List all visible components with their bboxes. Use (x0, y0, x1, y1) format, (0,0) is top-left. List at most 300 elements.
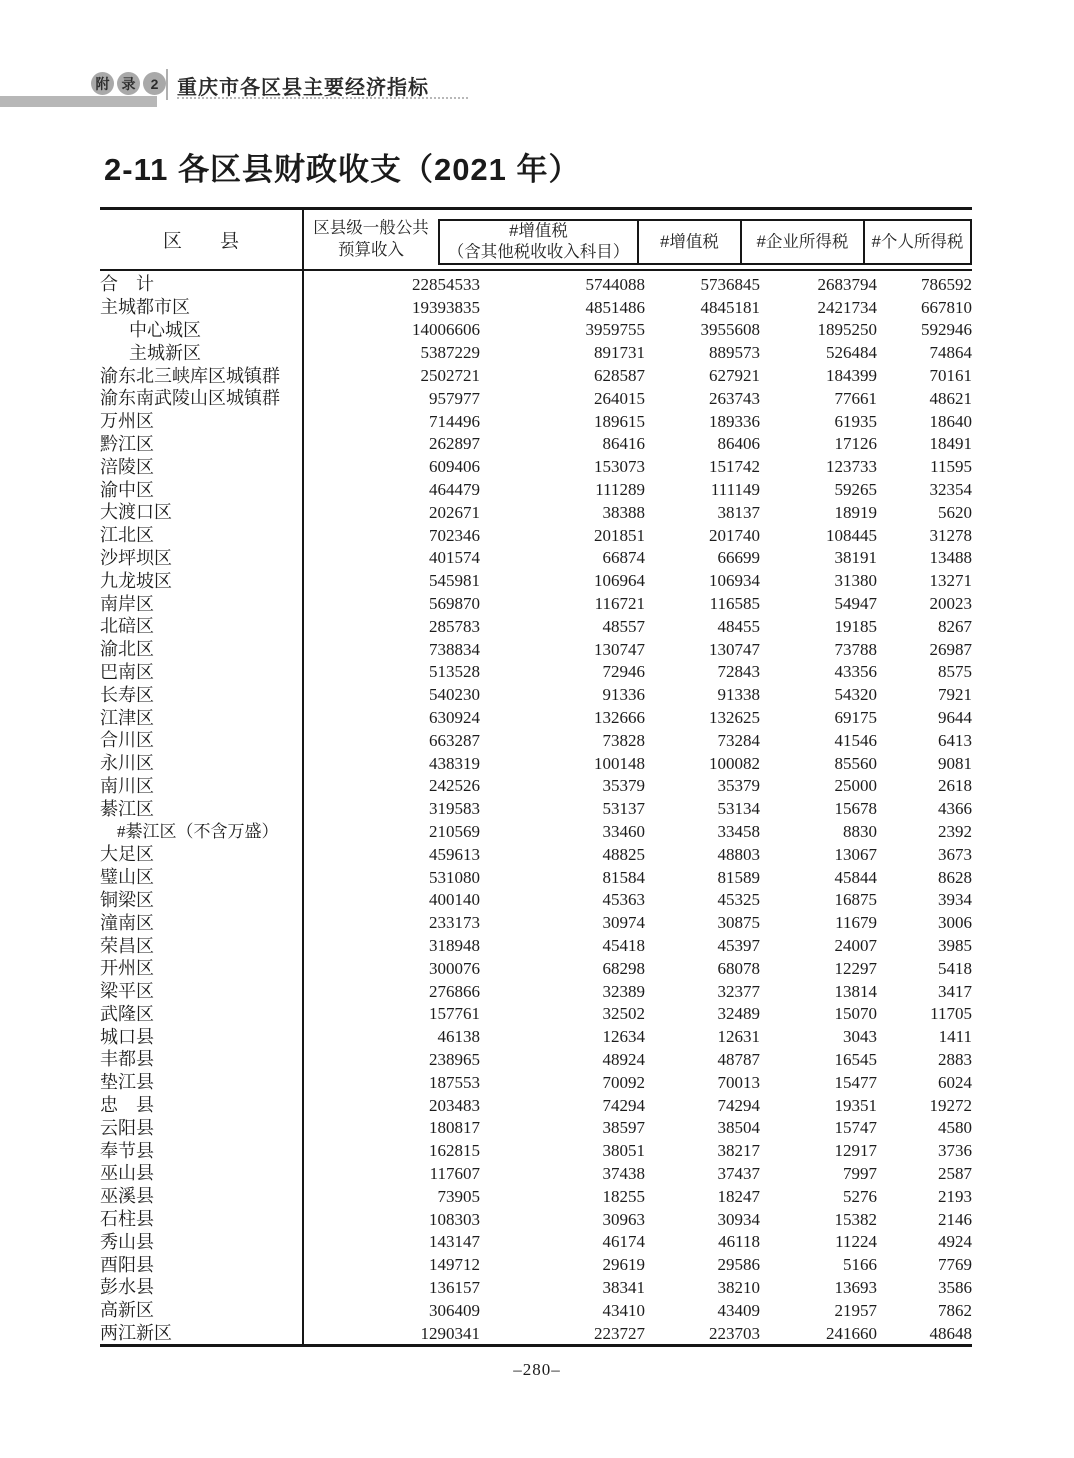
appendix-badge (91, 72, 166, 95)
cell-value: 526484 (826, 343, 877, 363)
cell-value: 123733 (826, 457, 877, 477)
cell-value: 16545 (834, 1049, 877, 1069)
table-row (100, 592, 972, 615)
row-label: 奉节县 (100, 1140, 154, 1161)
cell-value: 38388 (602, 502, 645, 522)
row-label: 北碚区 (100, 616, 154, 637)
cell-value: 8628 (938, 867, 972, 887)
header-accent-bar (0, 96, 157, 107)
cell-value: 70013 (717, 1072, 760, 1092)
cell-value: 8830 (843, 822, 877, 842)
cell-value: 464479 (429, 480, 480, 500)
table-row (100, 797, 972, 820)
table-row (100, 501, 972, 524)
cell-value: 14006606 (412, 320, 480, 340)
cell-value: 73828 (602, 730, 645, 750)
row-label: 永川区 (100, 753, 154, 774)
cell-value: 6024 (938, 1072, 972, 1092)
cell-value: 223703 (709, 1323, 760, 1343)
cell-value: 38137 (717, 502, 760, 522)
cell-value: 11595 (930, 457, 972, 477)
cell-value: 1290341 (420, 1323, 480, 1343)
section-title: 重庆市各区县主要经济指标 (177, 77, 429, 99)
cell-value: 29619 (602, 1255, 645, 1275)
cell-value: 667810 (921, 297, 972, 317)
cell-value: 43409 (717, 1300, 760, 1320)
cell-value: 15747 (834, 1118, 877, 1138)
cell-value: 15477 (834, 1072, 877, 1092)
cell-value: 540230 (429, 685, 480, 705)
cell-value: 31380 (834, 571, 877, 591)
col-header-line: （含其他税收收入科目） (447, 243, 630, 261)
cell-value: 438319 (429, 753, 480, 773)
cell-value: 202671 (429, 502, 480, 522)
cell-value: 74294 (717, 1095, 760, 1115)
table-row (100, 364, 972, 387)
cell-value: 262897 (429, 434, 480, 454)
cell-value: 116585 (709, 594, 760, 614)
cell-value: 5276 (843, 1186, 877, 1206)
cell-value: 32377 (717, 981, 760, 1001)
cell-value: 19393835 (412, 297, 480, 317)
cell-value: 3673 (938, 844, 972, 864)
cell-value: 513528 (429, 662, 480, 682)
table-row (100, 455, 972, 478)
cell-value: 143147 (429, 1232, 480, 1252)
cell-value: 187553 (429, 1072, 480, 1092)
table-row (100, 866, 972, 889)
cell-value: 74864 (929, 343, 972, 363)
cell-value: 7769 (938, 1255, 972, 1275)
cell-value: 9081 (938, 753, 972, 773)
cell-value: 891731 (594, 343, 645, 363)
table-row (100, 433, 972, 456)
header-divider (166, 69, 168, 100)
section-title-underline (177, 97, 468, 99)
table-row (100, 1276, 972, 1299)
cell-value: 203483 (429, 1095, 480, 1115)
table-row (100, 478, 972, 501)
cell-value: 20023 (929, 594, 972, 614)
cell-value: 1895250 (817, 320, 877, 340)
cell-value: 6413 (938, 730, 972, 750)
cell-value: 81589 (717, 867, 760, 887)
cell-value: 18919 (834, 502, 877, 522)
cell-value: 13271 (929, 571, 972, 591)
cell-value: 151742 (709, 457, 760, 477)
cell-value: 30974 (602, 913, 645, 933)
table-row (100, 319, 972, 342)
cell-value: 73284 (717, 730, 760, 750)
row-label: 秀山县 (100, 1231, 154, 1252)
table-row (100, 1230, 972, 1253)
cell-value: 70092 (602, 1072, 645, 1092)
tax-columns-box (438, 219, 972, 265)
table-row (100, 1322, 972, 1345)
row-label: 云阳县 (100, 1117, 154, 1138)
cell-value: 73905 (437, 1186, 480, 1206)
cell-value: 25000 (834, 776, 877, 796)
cell-value: 569870 (429, 594, 480, 614)
cell-value: 136157 (429, 1277, 480, 1297)
table-row (100, 569, 972, 592)
table-row (100, 1185, 972, 1208)
cell-value: 300076 (429, 958, 480, 978)
col-header-corporate-income-tax: #企业所得税 (740, 221, 863, 263)
cell-value: 46174 (602, 1232, 645, 1252)
table-header-row (100, 210, 972, 271)
cell-value: 3959755 (585, 320, 645, 340)
cell-value: 46118 (718, 1232, 760, 1252)
cell-value: 132666 (594, 708, 645, 728)
cell-value: 189615 (594, 411, 645, 431)
row-label: 荣昌区 (100, 935, 154, 956)
cell-value: 3736 (938, 1141, 972, 1161)
cell-value: 43410 (602, 1300, 645, 1320)
row-label: 武隆区 (100, 1003, 154, 1024)
cell-value: 53134 (717, 799, 760, 819)
cell-value: 241660 (826, 1323, 877, 1343)
col-header-personal-income-tax: #个人所得税 (863, 221, 970, 263)
table-row (100, 1253, 972, 1276)
cell-value: 238965 (429, 1049, 480, 1069)
cell-value: 5744088 (585, 274, 645, 294)
cell-value: 116721 (594, 594, 645, 614)
cell-value: 32502 (602, 1004, 645, 1024)
row-label: 铜梁区 (100, 889, 154, 910)
cell-value: 609406 (429, 457, 480, 477)
cell-value: 264015 (594, 388, 645, 408)
cell-value: 54947 (834, 594, 877, 614)
row-label: 綦江区 (100, 798, 154, 819)
cell-value: 68298 (602, 958, 645, 978)
cell-value: 201740 (709, 525, 760, 545)
cell-value: 545981 (429, 571, 480, 591)
cell-value: 32489 (717, 1004, 760, 1024)
cell-value: 68078 (717, 958, 760, 978)
row-label: 江津区 (100, 707, 154, 728)
cell-value: 111149 (710, 480, 760, 500)
col-header-line: 预算收入 (338, 240, 404, 259)
cell-value: 1411 (938, 1027, 972, 1047)
cell-value: 86406 (717, 434, 760, 454)
cell-value: 162815 (429, 1141, 480, 1161)
cell-value: 19272 (929, 1095, 972, 1115)
cell-value: 738834 (429, 639, 480, 659)
cell-value: 117607 (429, 1163, 480, 1183)
table-row (100, 273, 972, 296)
cell-value: 48455 (717, 616, 760, 636)
row-label: 主城新区 (129, 342, 201, 363)
table-row (100, 820, 972, 843)
cell-value: 31278 (929, 525, 972, 545)
cell-value: 318948 (429, 936, 480, 955)
cell-value: 7862 (938, 1300, 972, 1320)
table-row (100, 843, 972, 866)
cell-value: 242526 (429, 776, 480, 796)
cell-value: 5620 (938, 502, 972, 522)
row-label: #綦江区（不含万盛） (117, 822, 279, 842)
cell-value: 2618 (938, 776, 972, 796)
cell-value: 30934 (717, 1209, 760, 1229)
cell-value: 33458 (717, 822, 760, 842)
cell-value: 13067 (834, 844, 877, 864)
cell-value: 3586 (938, 1277, 972, 1297)
cell-value: 32389 (602, 981, 645, 1001)
cell-value: 702346 (429, 525, 480, 545)
cell-value: 531080 (429, 867, 480, 887)
row-label: 彭水县 (100, 1277, 154, 1298)
cell-value: 12917 (834, 1141, 877, 1161)
page-number: –280– (513, 1360, 561, 1379)
cell-value: 108445 (826, 525, 877, 545)
fiscal-table (100, 207, 972, 1347)
table-row (100, 752, 972, 775)
table-row (100, 1139, 972, 1162)
cell-value: 18255 (602, 1186, 645, 1206)
cell-value: 2883 (938, 1049, 972, 1069)
cell-value: 189336 (709, 411, 760, 431)
cell-value: 15678 (834, 799, 877, 819)
row-label: 渝北区 (100, 639, 154, 660)
cell-value: 714496 (429, 411, 480, 431)
cell-value: 111289 (595, 480, 645, 500)
cell-value: 91336 (602, 685, 645, 705)
cell-value: 12634 (602, 1027, 645, 1047)
table-row (100, 615, 972, 638)
cell-value: 45844 (834, 867, 877, 887)
cell-value: 13488 (929, 548, 972, 568)
cell-value: 74294 (602, 1095, 645, 1115)
row-label: 潼南区 (100, 912, 154, 933)
cell-value: 5166 (843, 1255, 877, 1275)
cell-value: 223727 (594, 1323, 645, 1343)
cell-value: 4366 (938, 799, 972, 819)
cell-value: 3043 (843, 1027, 877, 1047)
table-title: 2-11 各区县财政收支（2021 年） (104, 152, 581, 187)
cell-value: 401574 (429, 548, 480, 568)
row-label: 两江新区 (100, 1323, 172, 1344)
cell-value: 132625 (709, 708, 760, 728)
cell-value: 38191 (834, 548, 877, 568)
cell-value: 33460 (602, 822, 645, 842)
cell-value: 26987 (929, 639, 972, 659)
col-header-budget-revenue (304, 210, 438, 269)
row-label: 开州区 (100, 958, 154, 979)
row-label: 石柱县 (100, 1209, 154, 1230)
cell-value: 29586 (717, 1255, 760, 1275)
cell-value: 48557 (602, 616, 645, 636)
cell-value: 61935 (834, 411, 877, 431)
cell-value: 285783 (429, 616, 480, 636)
cell-value: 630924 (429, 708, 480, 728)
row-label: 万州区 (100, 411, 154, 432)
cell-value: 73788 (834, 639, 877, 659)
cell-value: 32354 (929, 480, 972, 500)
badge-char-circle: 附 (91, 72, 114, 95)
cell-value: 70161 (929, 366, 972, 386)
row-label: 沙坪坝区 (100, 547, 172, 568)
table-row (100, 1094, 972, 1117)
col-header-district: 区 县 (162, 231, 239, 252)
cell-value: 37438 (602, 1163, 645, 1183)
cell-value: 2587 (938, 1163, 972, 1183)
cell-value: 4851486 (585, 297, 645, 317)
row-label: 渝中区 (100, 479, 154, 500)
cell-value: 8267 (938, 616, 972, 636)
cell-value: 459613 (429, 844, 480, 864)
cell-value: 2193 (938, 1186, 972, 1206)
cell-value: 22854533 (412, 274, 480, 294)
cell-value: 4924 (938, 1232, 972, 1252)
cell-value: 45325 (717, 890, 760, 910)
table-row (100, 889, 972, 912)
cell-value: 7997 (843, 1163, 877, 1183)
cell-value: 35379 (602, 776, 645, 796)
table-row (100, 980, 972, 1003)
row-label: 渝东北三峡库区城镇群 (100, 365, 280, 386)
row-label: 长寿区 (100, 684, 154, 705)
cell-value: 889573 (709, 343, 760, 363)
cell-value: 46138 (437, 1027, 480, 1047)
cell-value: 38217 (717, 1141, 760, 1161)
cell-value: 19351 (834, 1095, 877, 1115)
cell-value: 41546 (834, 730, 877, 750)
cell-value: 91338 (717, 685, 760, 705)
table-row (100, 1048, 972, 1071)
table-row (100, 1071, 972, 1094)
cell-value: 38341 (602, 1277, 645, 1297)
table-row (100, 296, 972, 319)
cell-value: 12631 (717, 1027, 760, 1047)
table-row (100, 661, 972, 684)
cell-value: 69175 (834, 708, 877, 728)
row-label: 中心城区 (129, 319, 201, 340)
cell-value: 13814 (834, 981, 877, 1001)
cell-value: 48621 (929, 388, 972, 408)
cell-value: 11224 (835, 1232, 877, 1252)
cell-value: 81584 (602, 867, 645, 887)
row-label: 南川区 (100, 775, 154, 796)
cell-value: 35379 (717, 776, 760, 796)
cell-value: 18491 (929, 434, 972, 454)
row-label: 巫溪县 (100, 1186, 154, 1207)
cell-value: 12297 (834, 958, 877, 978)
cell-value: 48787 (717, 1049, 760, 1069)
cell-value: 86416 (602, 434, 645, 454)
cell-value: 59265 (834, 480, 877, 500)
table-row (100, 706, 972, 729)
cell-value: 48825 (602, 844, 645, 864)
cell-value: 45397 (717, 936, 760, 955)
cell-value: 19185 (834, 616, 877, 636)
col-header-line: #增值税 (509, 222, 568, 241)
table-row (100, 1299, 972, 1322)
table-row (100, 1025, 972, 1048)
cell-value: 66874 (602, 548, 645, 568)
cell-value: 11705 (930, 1004, 972, 1024)
cell-value: 3006 (938, 913, 972, 933)
row-label: 高新区 (100, 1300, 154, 1321)
cell-value: 38210 (717, 1277, 760, 1297)
cell-value: 3955608 (700, 320, 760, 340)
cell-value: 2683794 (817, 274, 877, 294)
cell-value: 628587 (594, 366, 645, 386)
table-row (100, 775, 972, 798)
table-row (100, 1116, 972, 1139)
cell-value: 201851 (594, 525, 645, 545)
cell-value: 100082 (709, 753, 760, 773)
table-row (100, 683, 972, 706)
cell-value: 5418 (938, 958, 972, 978)
cell-value: 400140 (429, 890, 480, 910)
cell-value: 157761 (429, 1004, 480, 1024)
row-label: 垫江县 (100, 1072, 154, 1093)
cell-value: 54320 (834, 685, 877, 705)
cell-value: 276866 (429, 981, 480, 1001)
cell-value: 85560 (834, 753, 877, 773)
cell-value: 2421734 (817, 297, 877, 317)
table-row (100, 547, 972, 570)
table-row (100, 410, 972, 433)
cell-value: 663287 (429, 730, 480, 750)
cell-value: 38504 (717, 1118, 760, 1138)
cell-value: 233173 (429, 913, 480, 933)
cell-value: 100148 (594, 753, 645, 773)
cell-value: 48803 (717, 844, 760, 864)
row-label: 涪陵区 (100, 456, 154, 477)
row-label: 合 计 (100, 274, 154, 295)
cell-value: 72946 (602, 662, 645, 682)
cell-value: 4580 (938, 1118, 972, 1138)
table-row (100, 957, 972, 980)
cell-value: 2502721 (420, 366, 480, 386)
row-label: 忠 县 (100, 1095, 154, 1116)
cell-value: 5387229 (420, 343, 480, 363)
cell-value: 13693 (834, 1277, 877, 1297)
cell-value: 66699 (717, 548, 760, 568)
badge-char-circle: 录 (117, 72, 140, 95)
cell-value: 18247 (717, 1186, 760, 1206)
row-label: 黔江区 (100, 433, 154, 454)
row-label: 酉阳县 (100, 1254, 154, 1275)
cell-value: 7921 (938, 685, 972, 705)
row-label: 大足区 (100, 844, 154, 865)
cell-value: 957977 (429, 388, 480, 408)
cell-value: 130747 (709, 639, 760, 659)
badge-char-circle: 2 (143, 72, 166, 95)
cell-value: 106964 (594, 571, 645, 591)
row-label: 梁平区 (100, 981, 154, 1002)
cell-value: 17126 (834, 434, 877, 454)
row-label: 璧山区 (100, 867, 154, 888)
cell-value: 24007 (834, 936, 877, 955)
cell-value: 30875 (717, 913, 760, 933)
cell-value: 48648 (929, 1323, 972, 1343)
table-row (100, 638, 972, 661)
col-header-vat: #增值税 (637, 221, 740, 263)
cell-value: 37437 (717, 1163, 760, 1183)
cell-value: 30963 (602, 1209, 645, 1229)
cell-value: 48924 (602, 1049, 645, 1069)
cell-value: 5736845 (700, 274, 760, 294)
row-label: 南岸区 (100, 593, 154, 614)
cell-value: 18640 (929, 411, 972, 431)
col-header-vat-incl (440, 221, 637, 263)
table-row (100, 934, 972, 957)
cell-value: 16875 (834, 890, 877, 910)
cell-value: 15070 (834, 1004, 877, 1024)
